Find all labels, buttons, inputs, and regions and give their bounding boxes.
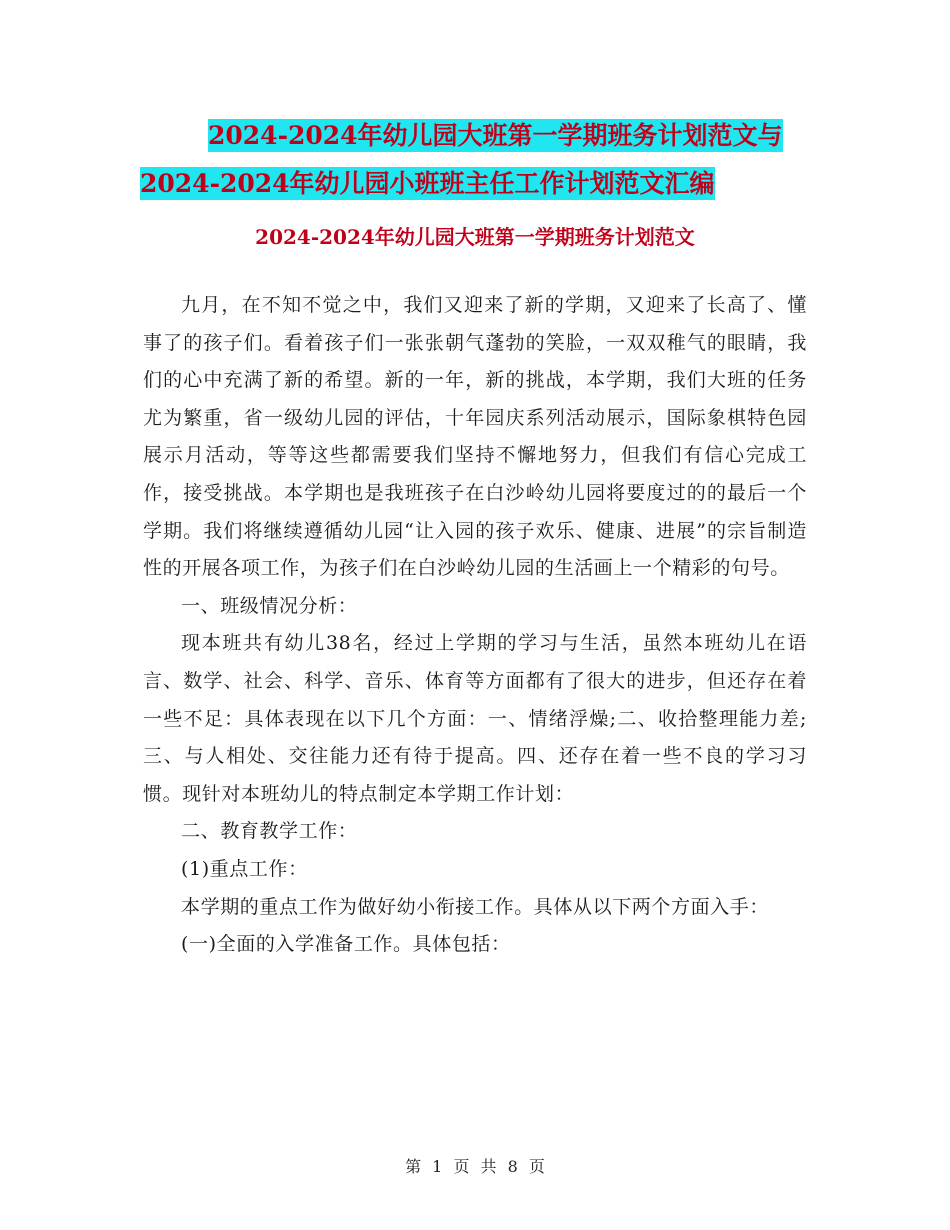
paragraph: 九月，在不知不觉之中，我们又迎来了新的学期，又迎来了长高了、懂事了的孩子们。看着孩子们一张张朝气蓬勃的笑脸，一双双稚气的眼睛，我们的心中充满了新的希望。新的一年，新的挑战，本学期，我们大班的任务尤为繁重，省一级幼儿园的评估，十年园庆系列活动展示，国际象棋特色园展示月活动，等等这些都需要我们坚持不懈地努力，但我们有信心完成工作，接受挑战。本学期也是我班孩子在白沙岭幼儿园将要度过的的最后一个学期。我们将继续遵循幼儿园“让入园的孩子欢乐、健康、进展”的宗旨制造性的开展各项工作，为孩子们在白沙岭幼儿园的生活画上一个精彩的句号。 xyxy=(143,294,807,580)
paragraph: 一、班级情况分析： xyxy=(181,594,358,617)
paragraph: 本学期的重点工作为做好幼小衔接工作。具体从以下两个方面入手： xyxy=(181,895,770,918)
title-line-2: 2024-2024年幼儿园小班班主任工作计划范文汇编 xyxy=(140,169,715,198)
document-body xyxy=(143,287,807,964)
paragraph: 现本班共有幼儿38名，经过上学期的学习与生活，虽然本班幼儿在语言、数学、社会、科学、音乐、体育等方面都有了很大的进步，但还存在着一些不足：具体表现在以下几个方面：一、情绪浮燥;二、收拾整理能力差;三、与人相处、交往能力还有待于提高。四、还存在着一些不良的学习习惯。现针对本班幼儿的特点制定本学期工作计划： xyxy=(143,632,807,805)
section-title: 2024-2024年幼儿园大班第一学期班务计划范文 xyxy=(255,225,695,249)
paragraph: 二、教育教学工作： xyxy=(181,820,358,843)
paragraph: (一)全面的入学准备工作。具体包括： xyxy=(181,933,511,956)
page-number-footer: 第 1 页 共 8 页 xyxy=(405,1157,545,1176)
document-title xyxy=(140,112,840,208)
title-line-1: 2024-2024年幼儿园大班第一学期班务计划范文与 xyxy=(208,121,783,150)
paragraph: (1)重点工作： xyxy=(181,857,308,880)
